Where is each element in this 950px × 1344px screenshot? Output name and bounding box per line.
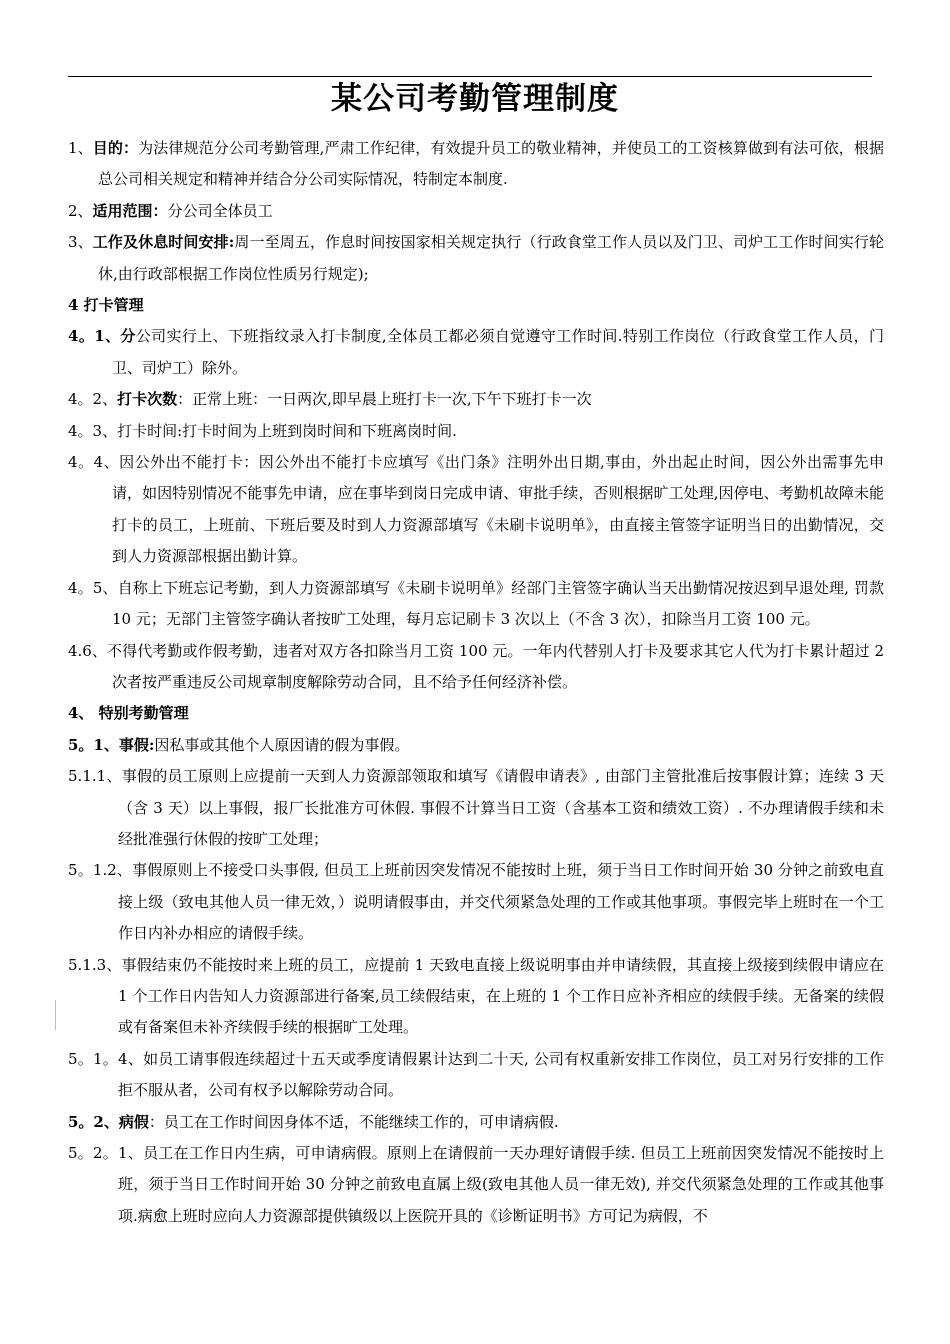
paragraph-number: 1、 — [68, 139, 93, 157]
paragraph — [68, 321, 884, 384]
paragraph-number: 2、 — [68, 201, 93, 220]
paragraph — [68, 698, 884, 729]
paragraph-number: 4。5、 — [68, 578, 118, 597]
paragraph-label: 打卡次数 — [117, 390, 178, 409]
paragraph-label: 目的： — [92, 139, 139, 157]
paragraph-label: 适用范围： — [92, 201, 168, 220]
paragraph — [68, 290, 884, 321]
paragraph-text: 公司实行上、下班指纹录入打卡制度,全体员工都必须自觉遵守工作时间.特别工作岗位（行政食堂工作人员，门卫、司炉工）除外。 — [112, 327, 884, 377]
paragraph-text: 打卡时间:打卡时间为上班到岗时间和下班离岗时间. — [117, 421, 457, 440]
paragraph-text: 员工在工作日内生病，可申请病假。原则上在请假前一天办理好请假手续. 但员工上班前因突发情况不能按时上班，须于当日工作时间开始 30 分钟之前致电直属上级(致电其他人员一律无效), 并交代须紧急处理的工作或其他事项.病愈上班时应向人力资源部提供镇级以上医院开具的《诊断证明书》方可记为病假，不 — [118, 1144, 884, 1225]
paragraph-number: 5.1.3、 — [68, 955, 122, 974]
paragraph-text: 周一至周五，作息时间按国家相关规定执行（行政食堂工作人员以及门卫、司炉工工作时间实行轮休,由行政部根据工作岗位性质另行规定); — [98, 233, 884, 283]
paragraph-label: 5。2、病假 — [68, 1112, 149, 1131]
paragraph-text: 自称上下班忘记考勤，到人力资源部填写《未刷卡说明单》经部门主管签字确认当天出勤情况按迟到早退处理, 罚款 10 元；无部门主管签字确认者按旷工处理，每月忘记刷卡 3 次以上（不含 3 次），扣除当月工资 100 元。 — [112, 578, 884, 629]
paragraph-number: 3、 — [68, 233, 93, 252]
paragraph — [68, 1138, 884, 1232]
paragraph-number: 5.1.1、 — [68, 767, 122, 786]
paragraph — [68, 384, 884, 415]
paragraph — [68, 950, 884, 1044]
paragraph — [68, 730, 884, 761]
paragraph-text: ：正常上班：一日两次,即早晨上班打卡一次,下午下班打卡一次 — [177, 390, 592, 409]
paragraph-number: 4.6、 — [68, 641, 108, 660]
document-body — [68, 133, 884, 1232]
paragraph — [68, 133, 884, 196]
paragraph-number: 4。2、 — [68, 390, 118, 409]
paragraph-number: 4。4、 — [68, 453, 120, 472]
paragraph-label: 4、 特别考勤管理 — [68, 704, 189, 723]
paragraph — [68, 196, 884, 227]
paragraph — [68, 1107, 884, 1138]
paragraph-text: 不得代考勤或作假考勤，违者对双方各扣除当月工资 100 元。一年内代替别人打卡及要求其它人代为打卡累计超过 2 次者按严重违反公司规章制度解除劳动合同，且不给予任何经济补偿。 — [107, 641, 884, 691]
document-title: 某公司考勤管理制度 — [331, 81, 619, 117]
paragraph-text: 为法律规范分公司考勤管理,严肃工作纪律，有效提升员工的敬业精神，并使员工的工资核算做到有法可依，根据总公司相关规定和精神并结合分公司实际情况，特制定本制度. — [98, 139, 884, 189]
paragraph — [68, 1044, 884, 1107]
paragraph-text: 因公外出不能打卡：因公外出不能打卡应填写《出门条》注明外出日期,事由，外出起止时间，因公外出需事先申请，如因特别情况不能事先申请，应在事毕到岗日完成申请、审批手续，否则根据旷工处理,因停电、考勤机故障未能打卡的员工，上班前、下班后要及时到人力资源部填写《未刷卡说明单》，由直接主管签字证明当日的出勤情况，交到人力资源部根据出勤计算。 — [112, 453, 884, 566]
paragraph-text: 分公司全体员工 — [167, 201, 273, 220]
paragraph-label: 工作及休息时间安排: — [92, 233, 235, 252]
header-rule — [68, 76, 872, 77]
paragraph — [68, 761, 884, 855]
paragraph-number: 5。2。1、 — [68, 1144, 144, 1162]
paragraph-label: 5。1、事假: — [68, 735, 155, 754]
paragraph — [68, 416, 884, 447]
paragraph — [68, 573, 884, 636]
paragraph-text: 因私事或其他个人原因请的假为事假。 — [154, 735, 410, 754]
paragraph-number: 4。3、 — [68, 421, 118, 440]
paragraph-text: 如员工请事假连续超过十五天或季度请假累计达到二十天, 公司有权重新安排工作岗位，员工对另行安排的工作拒不服从者，公司有权予以解除劳动合同。 — [118, 1049, 884, 1100]
paragraph-number: 5。1。4、 — [68, 1049, 144, 1068]
paragraph — [68, 636, 884, 699]
paragraph-number: 5。1.2、 — [68, 861, 133, 880]
paragraph — [68, 227, 884, 290]
paragraph-text: 事假原则上不接受口头事假, 但员工上班前因突发情况不能按时上班，须于当日工作时间开始 30 分钟之前致电直接上级（致电其他人员一律无效，）说明请假事由，并交代须紧急处理的工作或其他事项。事假完毕上班时在一个工作日内补办相应的请假手续。 — [118, 861, 884, 943]
paragraph — [68, 855, 884, 949]
paragraph-text: ：员工在工作时间因身体不适，不能继续工作的，可申请病假. — [148, 1112, 559, 1131]
margin-marker — [55, 1000, 56, 1030]
paragraph-label: 4。1、分 — [68, 327, 136, 346]
paragraph-text: 事假的员工原则上应提前一天到人力资源部领取和填写《请假申请表》, 由部门主管批准后按事假计算；连续 3 天（含 3 天）以上事假，报厂长批准方可休假. 事假不计算当日工资（含基本工资和绩效工资）. 不办理请假手续和未经批准强行休假的按旷工处理； — [118, 767, 884, 848]
paragraph-label: 4 打卡管理 — [68, 296, 144, 315]
paragraph-text: 事假结束仍不能按时来上班的员工，应提前 1 天致电直接上级说明事由并申请续假，其直接上级接到续假申请应在 1 个工作日内告知人力资源部进行备案,员工续假结束，在上班的 1 个工作日应补齐相应的续假手续。无备案的续假或有备案但未补齐续假手续的根据旷工处理。 — [118, 955, 884, 1037]
paragraph — [68, 447, 884, 573]
